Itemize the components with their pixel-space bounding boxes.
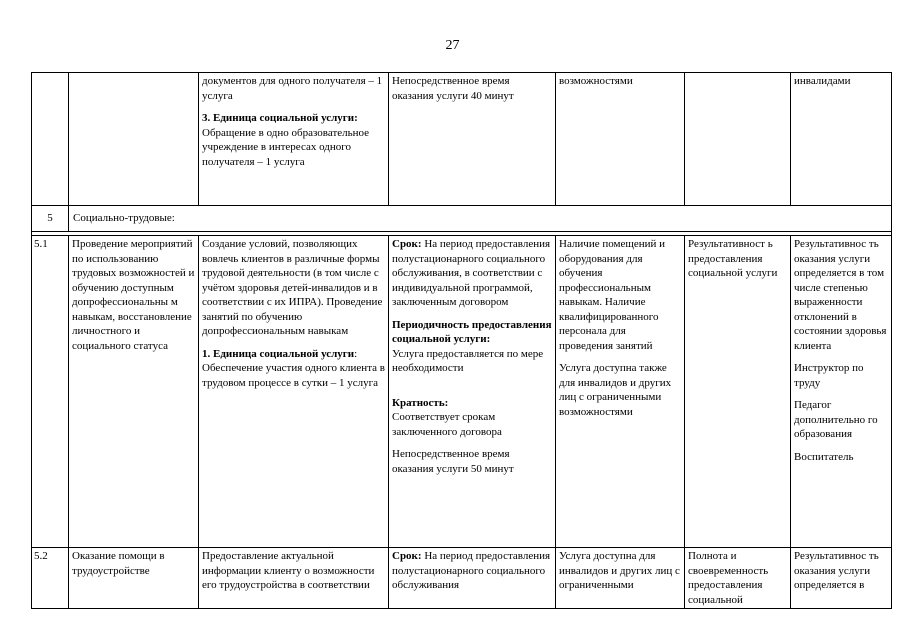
continued-text: документов для одного получателя – 1 услуга — [202, 75, 383, 102]
row-number: 5.2 — [32, 548, 69, 609]
cell-term — [389, 548, 556, 609]
section-header-row — [32, 206, 892, 232]
conditions-text: возможностями — [559, 75, 633, 87]
row-number: 5.1 — [32, 236, 69, 548]
term-label: Срок: — [392, 550, 422, 562]
description-text: Создание условий, позволяющих вовлечь клиентов в различные формы трудовой деятельности (в том числе с учётом здоровья детей-инвалидов и в соответствии с их ИПРА). Проведение занятий по обучению допрофессиональным навыкам — [202, 238, 383, 337]
evaluation-text-2: Инструктор по труду — [794, 362, 864, 389]
multiplicity-label: Кратность: — [392, 396, 449, 409]
services-table — [31, 72, 892, 609]
unit-heading: 1. Единица социальной услуги — [202, 347, 355, 360]
unit-text: Обращение в одно образовательное учреждение в интересах одного получателя – 1 услуга — [202, 126, 370, 168]
periodicity-label: Периодичность предоставления социальной услуги: — [392, 318, 552, 345]
table-row-5-1 — [32, 236, 892, 548]
multiplicity-text: Соответствует срокам заключенного договора — [392, 411, 502, 438]
cell-description — [199, 236, 389, 548]
indicators-text: Полнота и своевременность предоставления социальной — [685, 548, 791, 609]
table-row-continued — [32, 73, 892, 206]
evaluation-text-1: Результативнос ть оказания услуги определяется в том числе степенью выраженности отклонений в состоянии здоровья клиента — [794, 238, 887, 352]
conditions-text: Услуга доступна для инвалидов и других лиц с ограниченными — [556, 548, 685, 609]
conditions-text-2: Услуга доступна также для инвалидов и других лиц с ограниченными возможностями — [559, 362, 672, 418]
service-name: Проведение мероприятий по использованию трудовых возможностей и обучению доступным допрофессиональны м навыкам, восстановление личностного и социального статуса — [69, 236, 199, 548]
cell-evaluation — [791, 236, 892, 548]
term-block — [392, 237, 552, 310]
cell-description — [199, 73, 389, 206]
cell-term — [389, 236, 556, 548]
cell-indicators — [685, 73, 791, 206]
evaluation-text-3: Педагог дополнительно го образования — [794, 399, 878, 440]
table-row-5-2 — [32, 548, 892, 609]
duration-text: Непосредственное время оказания услуги 40 минут — [392, 75, 514, 102]
cell-evaluation — [791, 73, 892, 206]
evaluation-text: инвалидами — [794, 75, 851, 87]
evaluation-text-4: Воспитатель — [794, 450, 854, 463]
indicators-text: Результативност ь предоставления социальной услуги — [685, 236, 791, 548]
unit-block — [202, 347, 385, 362]
cell-conditions — [556, 236, 685, 548]
service-name: Оказание помощи в трудоустройстве — [69, 548, 199, 609]
cell-term — [389, 73, 556, 206]
evaluation-text: Результативнос ть оказания услуги определяется в — [791, 548, 892, 609]
unit-heading: 3. Единица социальной услуги: — [202, 112, 358, 124]
term-label: Срок: — [392, 238, 422, 250]
section-number: 5 — [32, 206, 69, 232]
term-block — [392, 549, 552, 593]
description-text: Предоставление актуальной информации клиенту о возможности его трудоустройства в соответствии — [199, 548, 389, 609]
periodicity-text: Услуга предоставляется по мере необходимости — [392, 347, 544, 374]
conditions-text-1: Наличие помещений и оборудования для обучения профессиональным навыкам. Наличие квалифицированного персонала для проведения занятий — [559, 238, 666, 352]
cell-conditions — [556, 73, 685, 206]
section-title: Социально-трудовые: — [69, 206, 892, 232]
term-text: На период предоставления полустационарного социального обслуживания, в соответствии с индивидуальной программой, заключенным договором — [392, 238, 551, 308]
cell-num — [32, 73, 69, 206]
unit-colon: : — [354, 347, 358, 360]
term-text: На период предоставления полустационарного социального обслуживания — [392, 550, 551, 591]
page-number: 27 — [445, 38, 460, 53]
unit-text: Обеспечение участия одного клиента в трудовом процессе в сутки – 1 услуга — [202, 362, 385, 389]
cell-name — [69, 73, 199, 206]
duration-text: Непосредственное время оказания услуги 50 минут — [392, 448, 514, 475]
